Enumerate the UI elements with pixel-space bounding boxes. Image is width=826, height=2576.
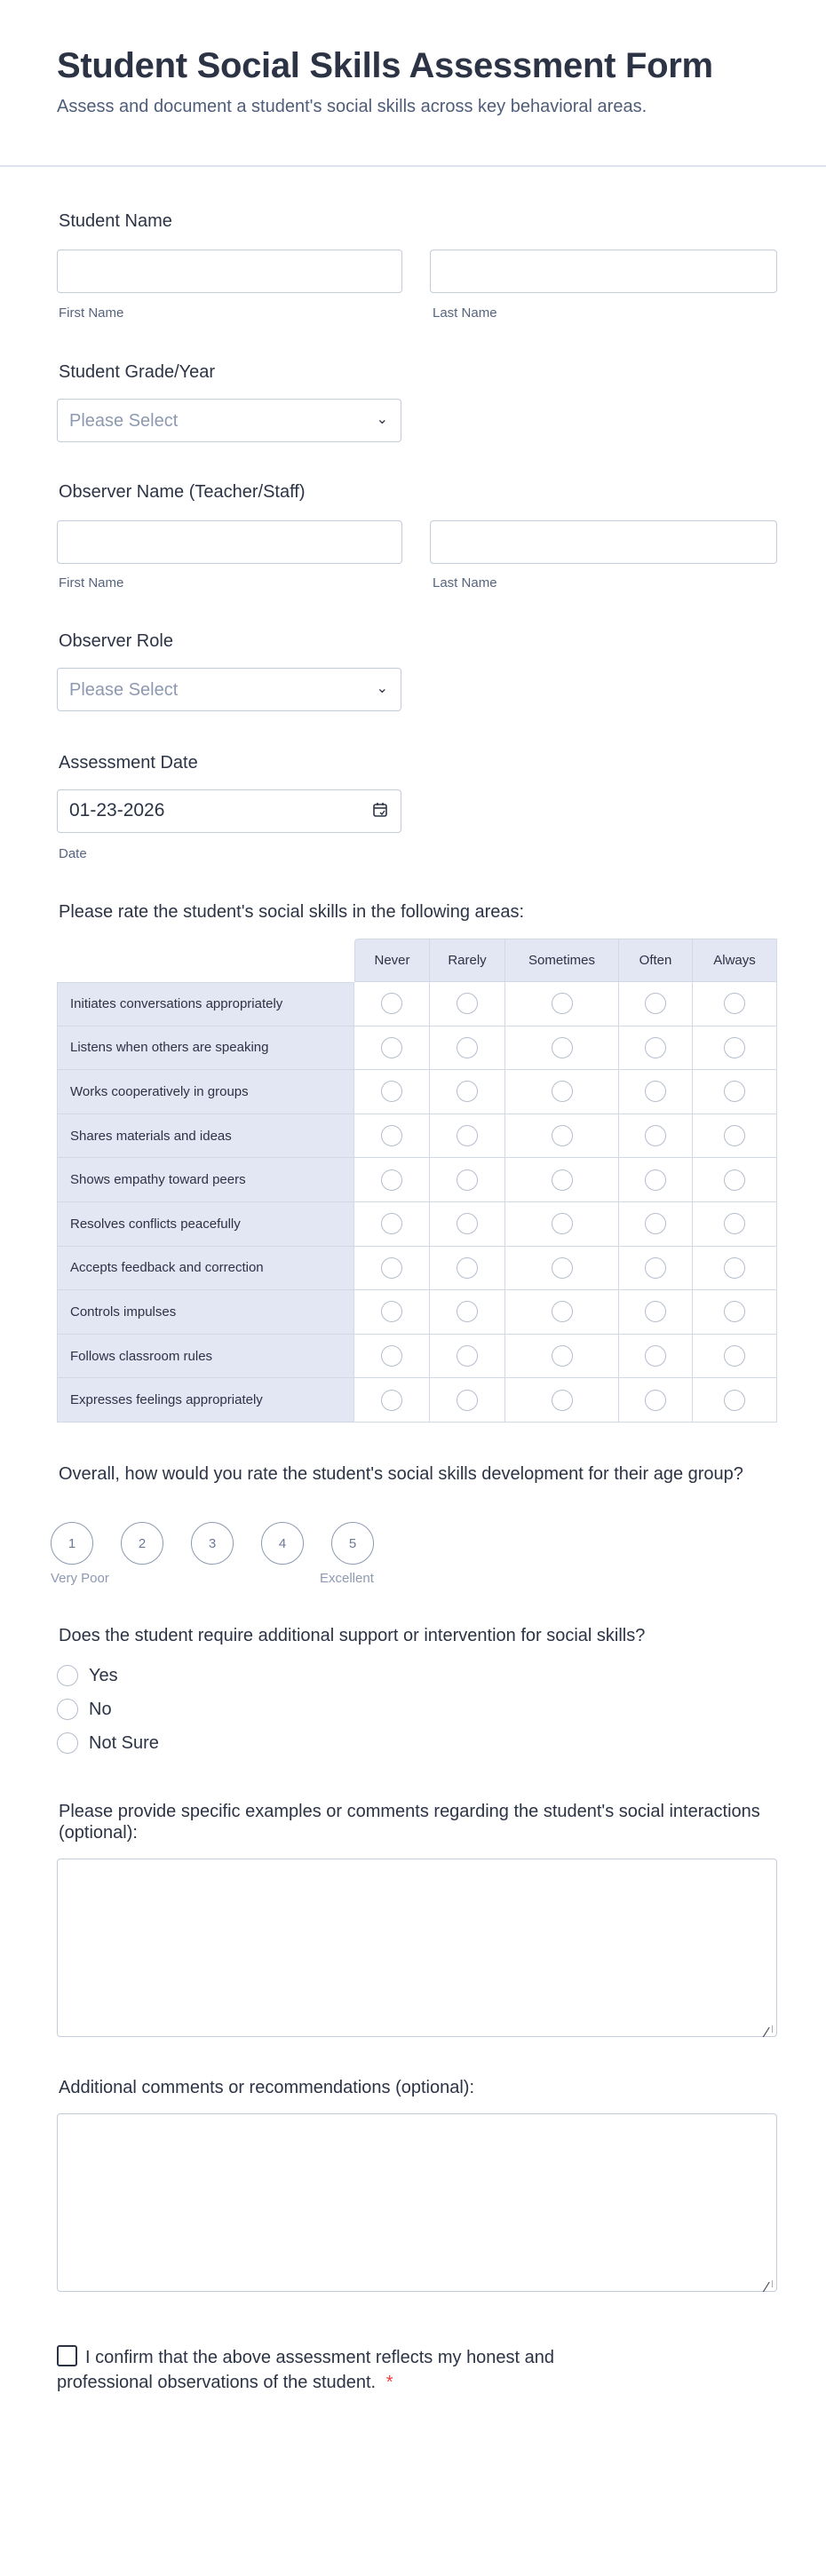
matrix-radio[interactable] (381, 1169, 402, 1191)
support-option-label: Yes (89, 1665, 118, 1685)
matrix-radio[interactable] (645, 1213, 666, 1234)
matrix-radio[interactable] (552, 1169, 573, 1191)
matrix-radio[interactable] (457, 1081, 478, 1102)
matrix-cell (354, 1026, 430, 1071)
matrix-cell (505, 1070, 619, 1114)
matrix-cell (505, 1335, 619, 1379)
chevron-down-icon: ⌄ (376, 412, 388, 427)
matrix-cell (619, 982, 693, 1026)
overall-scale (51, 1522, 374, 1565)
matrix-radio[interactable] (724, 1345, 745, 1367)
matrix-cell (430, 1378, 505, 1423)
grade-select[interactable] (57, 399, 401, 442)
matrix-row (57, 1335, 777, 1379)
chevron-down-icon: ⌄ (376, 681, 388, 696)
matrix-row-label: Follows classroom rules (57, 1335, 354, 1379)
support-question: Does the student require additional support or intervention for social skills? (59, 1626, 646, 1645)
date-sublabel: Date (59, 846, 87, 861)
calendar-icon[interactable] (372, 802, 388, 818)
matrix-cell (354, 1158, 430, 1202)
matrix-radio[interactable] (645, 1257, 666, 1279)
matrix-radio[interactable] (645, 1169, 666, 1191)
matrix-cell (693, 1158, 777, 1202)
matrix-row (57, 1026, 777, 1071)
confirm-checkbox-row (57, 2345, 608, 2395)
matrix-row-label: Resolves conflicts peacefully (57, 1202, 354, 1247)
matrix-cell (505, 1290, 619, 1335)
matrix-row-label: Controls impulses (57, 1290, 354, 1335)
resize-handle-icon[interactable]: ∕ (766, 2280, 773, 2287)
matrix-radio[interactable] (724, 1037, 745, 1058)
matrix-cell (619, 1378, 693, 1423)
matrix-radio[interactable] (381, 1081, 402, 1102)
observer-role-select[interactable] (57, 668, 401, 711)
first-name-sublabel: First Name (59, 305, 124, 321)
matrix-cell (619, 1335, 693, 1379)
date-value: 01-23-2026 (69, 800, 165, 820)
matrix-row-label: Shares materials and ideas (57, 1114, 354, 1159)
matrix-cell (505, 1158, 619, 1202)
matrix-cell (354, 1202, 430, 1247)
matrix-cell (354, 1378, 430, 1423)
grade-label: Student Grade/Year (59, 362, 216, 382)
matrix-cell (619, 1114, 693, 1159)
matrix-radio[interactable] (645, 1125, 666, 1146)
matrix-cell (619, 1202, 693, 1247)
matrix-row-label: Initiates conversations appropriately (57, 982, 354, 1026)
last-name-sublabel: Last Name (433, 575, 497, 590)
matrix-cell (354, 982, 430, 1026)
matrix-radio[interactable] (724, 993, 745, 1014)
additional-textarea[interactable] (57, 2113, 777, 2295)
matrix-header-row (57, 939, 777, 982)
matrix-radio[interactable] (724, 1169, 745, 1191)
matrix-radio[interactable] (645, 1081, 666, 1102)
matrix-cell (505, 1026, 619, 1071)
matrix-radio[interactable] (724, 1301, 745, 1322)
matrix-radio[interactable] (381, 1213, 402, 1234)
matrix-radio[interactable] (645, 993, 666, 1014)
matrix-radio[interactable] (552, 993, 573, 1014)
confirm-checkbox[interactable] (57, 2345, 77, 2366)
matrix-cell (430, 1158, 505, 1202)
matrix-cell (430, 1290, 505, 1335)
matrix-column-header: Sometimes (505, 939, 619, 982)
matrix-radio[interactable] (552, 1345, 573, 1367)
overall-question: Overall, how would you rate the student's social skills development for their age group? (59, 1464, 743, 1484)
matrix-radio[interactable] (457, 993, 478, 1014)
matrix-row (57, 1290, 777, 1335)
matrix-cell (693, 1070, 777, 1114)
scale-option-3[interactable]: 3 (191, 1522, 234, 1565)
matrix-cell (619, 1070, 693, 1114)
scale-option-4[interactable]: 4 (261, 1522, 304, 1565)
last-name-sublabel: Last Name (433, 305, 497, 321)
matrix-radio[interactable] (724, 1257, 745, 1279)
matrix-cell (354, 1335, 430, 1379)
matrix-row-label: Listens when others are speaking (57, 1026, 354, 1071)
student-last-name-input[interactable] (430, 250, 777, 293)
matrix-radio[interactable] (381, 993, 402, 1014)
matrix-radio[interactable] (457, 1390, 478, 1411)
matrix-row-label: Works cooperatively in groups (57, 1070, 354, 1114)
matrix-radio[interactable] (552, 1081, 573, 1102)
matrix-cell (430, 982, 505, 1026)
matrix-radio[interactable] (457, 1345, 478, 1367)
first-name-sublabel: First Name (59, 575, 124, 590)
header-divider (0, 165, 826, 167)
matrix-radio[interactable] (645, 1390, 666, 1411)
matrix-radio[interactable] (645, 1037, 666, 1058)
matrix-column-header: Often (619, 939, 693, 982)
matrix-cell (430, 1070, 505, 1114)
support-option[interactable] (57, 1732, 159, 1754)
matrix-cell (505, 1378, 619, 1423)
matrix-row (57, 982, 777, 1026)
observer-role-label: Observer Role (59, 631, 173, 651)
matrix-cell (505, 1247, 619, 1291)
confirm-text: I confirm that the above assessment reflects my honest and professional observations of the student. (57, 2348, 555, 2392)
matrix-cell (505, 1114, 619, 1159)
matrix-row (57, 1158, 777, 1202)
matrix-radio[interactable] (724, 1081, 745, 1102)
matrix-cell (430, 1202, 505, 1247)
matrix-row (57, 1114, 777, 1159)
radio-button[interactable] (57, 1732, 78, 1754)
matrix-row (57, 1070, 777, 1114)
matrix-column-header: Always (693, 939, 777, 982)
matrix-row (57, 1378, 777, 1423)
matrix-question: Please rate the student's social skills in the following areas: (59, 902, 525, 922)
matrix-radio[interactable] (381, 1125, 402, 1146)
matrix-cell (693, 1247, 777, 1291)
matrix-radio[interactable] (645, 1301, 666, 1322)
scale-option-1[interactable]: 1 (51, 1522, 93, 1565)
matrix-radio[interactable] (645, 1345, 666, 1367)
matrix-cell (354, 1247, 430, 1291)
scale-option-2[interactable]: 2 (121, 1522, 163, 1565)
matrix-radio[interactable] (724, 1125, 745, 1146)
date-label: Assessment Date (59, 753, 198, 773)
matrix-radio[interactable] (552, 1257, 573, 1279)
matrix-cell (354, 1114, 430, 1159)
matrix-cell (505, 1202, 619, 1247)
matrix-row-label: Expresses feelings appropriately (57, 1378, 354, 1423)
resize-handle-icon[interactable]: ∕ (766, 2025, 773, 2033)
matrix-radio[interactable] (381, 1345, 402, 1367)
matrix-radio[interactable] (724, 1390, 745, 1411)
support-option[interactable] (57, 1665, 118, 1686)
matrix-row-label: Accepts feedback and correction (57, 1247, 354, 1291)
matrix-radio[interactable] (457, 1213, 478, 1234)
matrix-corner (57, 939, 354, 982)
observer-name-label: Observer Name (Teacher/Staff) (59, 482, 306, 502)
scale-option-5[interactable]: 5 (331, 1522, 374, 1565)
matrix-radio[interactable] (552, 1213, 573, 1234)
scale-low-label: Very Poor (51, 1571, 109, 1586)
matrix-cell (693, 1026, 777, 1071)
date-input[interactable] (57, 789, 401, 833)
examples-question: Please provide specific examples or comments regarding the student's social interactions (optional): (59, 1802, 760, 1843)
matrix-cell (693, 982, 777, 1026)
matrix-cell (693, 1290, 777, 1335)
additional-question: Additional comments or recommendations (optional): (59, 2078, 474, 2097)
matrix-cell (693, 1114, 777, 1159)
grade-placeholder: Please Select (69, 411, 179, 431)
matrix-radio[interactable] (552, 1301, 573, 1322)
matrix-radio[interactable] (381, 1257, 402, 1279)
matrix-radio[interactable] (552, 1390, 573, 1411)
matrix-cell (693, 1378, 777, 1423)
matrix-cell (619, 1158, 693, 1202)
matrix-cell (619, 1290, 693, 1335)
matrix-radio[interactable] (457, 1169, 478, 1191)
matrix-row (57, 1202, 777, 1247)
matrix-cell (430, 1335, 505, 1379)
matrix-radio[interactable] (457, 1037, 478, 1058)
matrix-radio[interactable] (457, 1125, 478, 1146)
matrix-cell (354, 1290, 430, 1335)
required-mark: * (385, 2373, 393, 2392)
form-subtitle: Assess and document a student's social skills across key behavioral areas. (57, 97, 647, 116)
matrix-radio[interactable] (457, 1301, 478, 1322)
student-first-name-input[interactable] (57, 250, 402, 293)
matrix-radio[interactable] (381, 1037, 402, 1058)
support-option[interactable] (57, 1699, 112, 1720)
matrix-cell (430, 1247, 505, 1291)
observer-last-name-input[interactable] (430, 520, 777, 564)
support-option-label: No (89, 1699, 112, 1719)
matrix-cell (430, 1114, 505, 1159)
observer-first-name-input[interactable] (57, 520, 402, 564)
matrix-cell (505, 982, 619, 1026)
matrix-row (57, 1247, 777, 1291)
matrix-radio[interactable] (724, 1213, 745, 1234)
student-name-label: Student Name (59, 211, 172, 231)
matrix-column-header: Never (354, 939, 430, 982)
matrix-cell (619, 1026, 693, 1071)
matrix-row-label: Shows empathy toward peers (57, 1158, 354, 1202)
matrix-radio[interactable] (552, 1037, 573, 1058)
matrix-cell (354, 1070, 430, 1114)
radio-button[interactable] (57, 1699, 78, 1720)
matrix-column-header: Rarely (430, 939, 505, 982)
observer-role-placeholder: Please Select (69, 680, 179, 700)
form-title: Student Social Skills Assessment Form (57, 46, 713, 85)
matrix-radio[interactable] (381, 1390, 402, 1411)
matrix-cell (619, 1247, 693, 1291)
support-option-label: Not Sure (89, 1732, 159, 1753)
examples-textarea[interactable] (57, 1859, 777, 2041)
radio-button[interactable] (57, 1665, 78, 1686)
matrix-cell (430, 1026, 505, 1071)
matrix-radio[interactable] (457, 1257, 478, 1279)
matrix-radio[interactable] (552, 1125, 573, 1146)
rating-matrix (57, 939, 777, 1423)
scale-high-label: Excellent (320, 1571, 374, 1586)
matrix-cell (693, 1335, 777, 1379)
matrix-radio[interactable] (381, 1301, 402, 1322)
matrix-cell (693, 1202, 777, 1247)
